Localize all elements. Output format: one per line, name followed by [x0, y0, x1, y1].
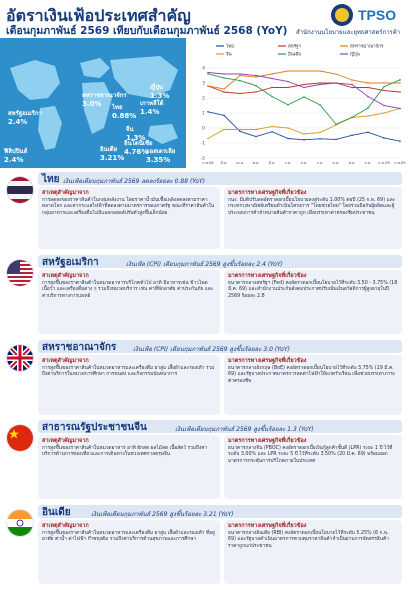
series-point — [319, 138, 321, 140]
map-label-name: จีน — [126, 126, 134, 133]
cause-title: สาเหตุสำคัญมาจาก — [42, 273, 89, 279]
inflation-note: เงินเฟ้อเดือนกุมภาพันธ์ 2569 สูงขึ้นร้อยละ 3.21 (YoY) — [91, 511, 234, 518]
measures-title: มาตรการทางเศรษฐกิจที่เกี่ยวข้อง — [228, 190, 307, 196]
x-tick-label: ก.พ.68 — [202, 161, 214, 165]
map-label-7 — [140, 98, 164, 116]
country-name: สหรัฐอเมริกา — [42, 257, 99, 268]
cause-title: สาเหตุสำคัญมาจาก — [42, 358, 89, 364]
series-point — [367, 107, 369, 109]
series-point — [271, 73, 273, 75]
measures-box — [224, 435, 402, 499]
logo-text: TPSO — [358, 7, 397, 23]
series-point — [335, 139, 337, 141]
series-point — [287, 138, 289, 140]
x-tick-label: ม.ค.69 — [378, 161, 390, 165]
country-name: ไทย — [42, 174, 60, 185]
series-point — [239, 80, 241, 82]
series-point — [207, 85, 209, 87]
series-point — [271, 131, 273, 133]
hero — [0, 38, 408, 168]
series-point — [239, 131, 241, 133]
series-point — [271, 78, 273, 80]
series-point — [319, 84, 321, 86]
cause-box — [38, 187, 220, 249]
series-point — [303, 133, 305, 135]
series-point — [383, 90, 385, 92]
x-tick-label: ก.พ.69 — [394, 161, 406, 165]
measures-title: มาตรการทางเศรษฐกิจที่เกี่ยวข้อง — [228, 273, 307, 279]
map-label-9 — [4, 146, 27, 164]
series-point — [223, 129, 225, 131]
x-tick-label: มี.ค. — [220, 161, 228, 165]
series-point — [239, 93, 241, 95]
map-label-value: 3.0% — [82, 100, 102, 108]
series-point — [255, 76, 257, 78]
series-point — [319, 132, 321, 134]
map-label-name: อินโดนีเซีย — [124, 140, 153, 147]
measures-text: กนง. มีมติปรับลดอัตราดอกเบี้ยนโยบายลงสู่ระดับ 1.00% ต่อปี (25 ก.พ. 69) และกระทรวงพาณิชย์เตรียมดำเนินโครงการ "ไทยช่วยไทย" โดยร่วมมือกับผู้ผลิตและผู้ประกอบการค้าจำหน่ายสินค้าราคาถูก เพื่อบรรเทาค่าครองชีพประชาชน — [228, 198, 396, 216]
map-label-name: สหราชอาณาจักร — [82, 92, 127, 99]
country-section-china — [0, 420, 408, 502]
map-label-name: ญี่ปุ่น — [150, 84, 164, 91]
series-point — [287, 87, 289, 89]
series-point — [223, 73, 225, 75]
series-point — [223, 77, 225, 79]
x-tick-label: ต.ค. — [332, 161, 340, 165]
series-point — [223, 91, 225, 93]
series-point — [383, 86, 385, 88]
series-point — [399, 140, 401, 142]
map-label-value: 2.4% — [4, 156, 24, 164]
x-tick-label: พ.ย. — [348, 161, 356, 165]
chart-svg — [186, 38, 408, 168]
series-point — [271, 96, 273, 98]
page-title: อัตราเงินเฟ้อประเทศสำคัญ — [6, 6, 191, 25]
cause-text: การสูงขึ้นของราคาสินค้าในหมวดอาหาร อาทิ ผักสด ผลไม้สด เนื้อสัตว์ รวมถึงค่าบริการด้านการท่องเที่ยวและการเดินทางในช่วงเทศกาลตรุษจีน — [42, 446, 208, 458]
measures-title: มาตรการทางเศรษฐกิจที่เกี่ยวข้อง — [228, 358, 307, 364]
series-point — [287, 127, 289, 129]
country-name: สหราชอาณาจักร — [42, 342, 117, 353]
country-name: สาธารณรัฐประชาชนจีน — [42, 422, 147, 433]
logo-icon — [330, 3, 404, 27]
series-point — [239, 73, 241, 75]
series-point — [351, 135, 353, 137]
cause-text: การสูงขึ้นของราคาสินค้าในหมวดอาหารและเครื่องดื่ม ยาสูบ เสื้อผ้าและรองเท้า ที่อยู่อาศัย ค่าน้ำ ค่าไฟฟ้า ก๊าซหุงต้ม รวมถึงค่าบริการด้านสุขภาพและการศึกษา — [42, 531, 215, 543]
cause-text: การลดลงของราคาสินค้าในกลุ่มพลังงาน โดยราคาน้ำมันเชื้อเพลิงลดลงตามราคาตลาดโลก และค่ากระแสไฟฟ้าที่ลดลงตามมาตรการของภาครัฐ ขณะที่ราคาสินค้าในกลุ่มอาหารและเครื่องดื่มไม่มีแอลกอฮอล์ปรับตัวสูงขึ้นเล็กน้อย — [42, 198, 215, 216]
series-point — [367, 115, 369, 117]
y-tick-label: -1 — [200, 141, 205, 147]
cause-text: การสูงขึ้นของราคาสินค้าในหมวดอาหารและเครื่องดื่ม ยาสูบ เสื้อผ้าและรองเท้า รวมถึงค่าบริการในหมวดการศึกษา การขนส่ง และกิจกรรมนันทนาการ — [42, 366, 215, 378]
inflation-line-chart — [186, 38, 408, 168]
series-point — [335, 73, 337, 75]
legend-label: ญี่ปุ่น — [350, 52, 360, 58]
series-point — [255, 91, 257, 93]
x-tick-label: เม.ย. — [236, 161, 244, 165]
cause-title: สาเหตุสำคัญมาจาก — [42, 523, 89, 529]
org-name: สำนักงานนโยบายและยุทธศาสตร์การค้า — [296, 29, 401, 36]
measures-text: ธนาคารกลางอังกฤษ (BoE) คงอัตราดอกเบี้ยนโยบายไว้ที่ระดับ 3.75% (19 มี.ค. 69) และรัฐบาลประกาศมาตรการลดค่าไฟฟ้าให้แก่ครัวเรือน เพื่อช่วยบรรเทาภาระค่าครองชีพ — [228, 366, 396, 384]
series-point — [303, 87, 305, 89]
series-point — [207, 111, 209, 113]
series-point — [255, 129, 257, 131]
series-point — [319, 70, 321, 72]
map-label-value: 1.3% — [150, 92, 170, 100]
series-point — [223, 88, 225, 90]
series-point — [383, 137, 385, 139]
legend-label: สหรัฐฯ — [288, 44, 302, 50]
series-point — [383, 82, 385, 84]
map-label-3 — [100, 144, 124, 162]
country-section-india — [0, 505, 408, 587]
map-label-name: เกาหลีใต้ — [140, 100, 164, 107]
logo-group — [330, 3, 404, 27]
series-point — [399, 82, 401, 84]
measures-box — [224, 270, 402, 334]
series-point — [287, 104, 289, 106]
series-point — [255, 85, 257, 87]
map-label-name: อินเดีย — [100, 146, 118, 153]
legend-label: จีน — [226, 52, 232, 58]
x-tick-label: มิ.ย. — [268, 161, 276, 165]
map-label-name: ไทย — [112, 104, 123, 111]
measures-text: ธนาคารกลางสหรัฐฯ (Fed) คงอัตราดอกเบี้ยนโยบายไว้ที่ระดับ 3.50 - 3.75% (18 มี.ค. 69) และสำนักงานประกันสังคมประกาศปรับเพิ่มเงินสวัสดิการผู้สูงอายุในปี 2569 ร้อยละ 2.8 — [228, 281, 398, 299]
cause-box — [38, 520, 220, 584]
legend-label: ไทย — [226, 44, 234, 50]
measures-text: ธนาคารกลางจีน (PBOC) คงอัตราดอกเบี้ยเงินกู้ลูกค้าชั้นดี (LPR) ระยะ 1 ปี ไว้ที่ระดับ 3.00% และ LPR ระยะ 5 ปี ไว้ที่ระดับ 3.50% (20 มี.ค. 69) พร้อมออกมาตรการกระตุ้นการบริโภคภายในประเทศ — [228, 446, 393, 464]
cause-text: การสูงขึ้นของราคาสินค้าในหมวดอาหารบริโภคทั่วไป อาทิ มีอาหารเช่น ข้าวโพด เนื้อวัว และเครื่องดื่มต่าง ๆ รวมถึงหมวดบริการ เช่น ค่าที่พักอาศัย ค่าประกันภัย และค่าบริการทางการแพทย์ — [42, 281, 214, 299]
cause-box — [38, 355, 220, 415]
series-point — [383, 112, 385, 114]
y-tick-label: 3 — [202, 81, 205, 87]
series-point — [351, 87, 353, 89]
country-section-usa — [0, 255, 408, 337]
series-point — [271, 126, 273, 128]
map-label-value: 4.76% — [124, 148, 149, 156]
measures-text: ธนาคารกลางอินเดีย (RBI) คงอัตราดอกเบี้ยนโยบายไว้ที่ระดับ 5.25% (6 ก.พ. 69) และรัฐบาลดำเนินมาตรการควบคุมราคาสินค้าจำเป็นผ่านการจัดสรรสินค้าราคาถูกแก่ประชาชน — [228, 531, 389, 549]
country-section-thailand — [0, 172, 408, 252]
inflation-note: เงินเฟ้อ (CPI) เดือนกุมภาพันธ์ 2569 สูงขึ้นร้อยละ 2.4 (YoY) — [126, 261, 283, 268]
measures-box — [224, 355, 402, 415]
map-label-0 — [8, 108, 42, 126]
series-point — [303, 70, 305, 72]
country-section-uk — [0, 340, 408, 418]
thailand-flag-icon — [6, 176, 34, 204]
inflation-note: เงินเฟ้อเดือนกุมภาพันธ์ 2569 ลดลงร้อยละ 0.88 (YoY) — [63, 178, 205, 185]
series-line-0 — [208, 112, 400, 141]
x-tick-label: ธ.ค. — [364, 161, 372, 165]
series-point — [335, 123, 337, 125]
world-map-panel — [0, 38, 186, 168]
map-label-value: 1.3% — [126, 134, 146, 142]
series-point — [399, 91, 401, 93]
series-point — [255, 136, 257, 138]
series-point — [303, 96, 305, 98]
series-point — [303, 139, 305, 141]
series-point — [239, 75, 241, 77]
measures-box — [224, 187, 402, 249]
series-point — [223, 115, 225, 117]
series-point — [271, 87, 273, 89]
x-tick-label: ส.ค. — [300, 161, 308, 165]
y-tick-label: 0 — [202, 126, 205, 132]
inflation-note: เงินเฟ้อ (CPI) เดือนกุมภาพันธ์ 2569 สูงขึ้นร้อยละ 3.0 (YoY) — [133, 346, 290, 353]
map-label-4 — [82, 90, 127, 108]
y-tick-label: 1 — [202, 111, 205, 117]
measures-box — [224, 520, 402, 584]
series-point — [287, 81, 289, 83]
series-point — [287, 70, 289, 72]
series-point — [367, 96, 369, 98]
y-tick-label: 2 — [202, 96, 205, 102]
series-point — [399, 108, 401, 110]
x-tick-label: ก.ค. — [284, 161, 292, 165]
legend-label: สหราชอาณาจักร — [350, 44, 384, 50]
series-point — [207, 138, 209, 140]
series-point — [351, 117, 353, 119]
map-label-8 — [124, 138, 153, 156]
x-tick-label: ก.ย. — [316, 161, 324, 165]
map-label-value: 0.88% — [112, 112, 137, 120]
legend-label: อินเดีย — [288, 52, 301, 58]
series-line-4 — [208, 74, 400, 124]
page-subtitle: เดือนกุมภาพันธ์ 2569 เทียบกับเดือนกุมภาพันธ์ 2568 (YoY) — [6, 25, 288, 37]
map-label-name: สหรัฐอเมริกา — [8, 110, 42, 117]
y-tick-label: -2 — [200, 156, 205, 162]
series-point — [319, 104, 321, 106]
series-point — [255, 75, 257, 77]
inflation-note: เงินเฟ้อเดือนกุมภาพันธ์ 2569 สูงขึ้นร้อยละ 1.3 (YoY) — [175, 426, 314, 433]
map-label-value: 3.21% — [100, 154, 125, 162]
series-point — [351, 84, 353, 86]
usa-flag-icon — [6, 259, 34, 287]
series-point — [303, 84, 305, 86]
series-point — [239, 129, 241, 131]
series-point — [399, 79, 401, 81]
header — [0, 0, 408, 38]
series-point — [319, 82, 321, 84]
series-point — [383, 105, 385, 107]
measures-title: มาตรการทางเศรษฐกิจที่เกี่ยวข้อง — [228, 438, 307, 444]
cause-box — [38, 435, 220, 499]
cause-title: สาเหตุสำคัญมาจาก — [42, 190, 89, 196]
map-label-value: 2.4% — [8, 118, 28, 126]
map-label-value: 3.35% — [146, 156, 171, 164]
china-flag-icon — [6, 424, 34, 452]
y-tick-label: 4 — [202, 66, 205, 72]
map-label-value: 1.4% — [140, 108, 160, 116]
uk-flag-icon — [6, 344, 34, 372]
series-point — [367, 131, 369, 133]
series-point — [335, 82, 337, 84]
series-point — [367, 82, 369, 84]
series-point — [207, 72, 209, 74]
measures-title: มาตรการทางเศรษฐกิจที่เกี่ยวข้อง — [228, 523, 307, 529]
map-label-name: ฟิลิปปินส์ — [4, 148, 28, 155]
country-name: อินเดีย — [42, 507, 71, 518]
india-flag-icon — [6, 509, 34, 537]
series-point — [367, 87, 369, 89]
cause-box — [38, 270, 220, 334]
series-point — [351, 79, 353, 81]
cause-title: สาเหตุสำคัญมาจาก — [42, 438, 89, 444]
x-tick-label: พ.ค. — [252, 161, 260, 165]
map-label-name: ออสเตรเลีย — [146, 148, 176, 155]
